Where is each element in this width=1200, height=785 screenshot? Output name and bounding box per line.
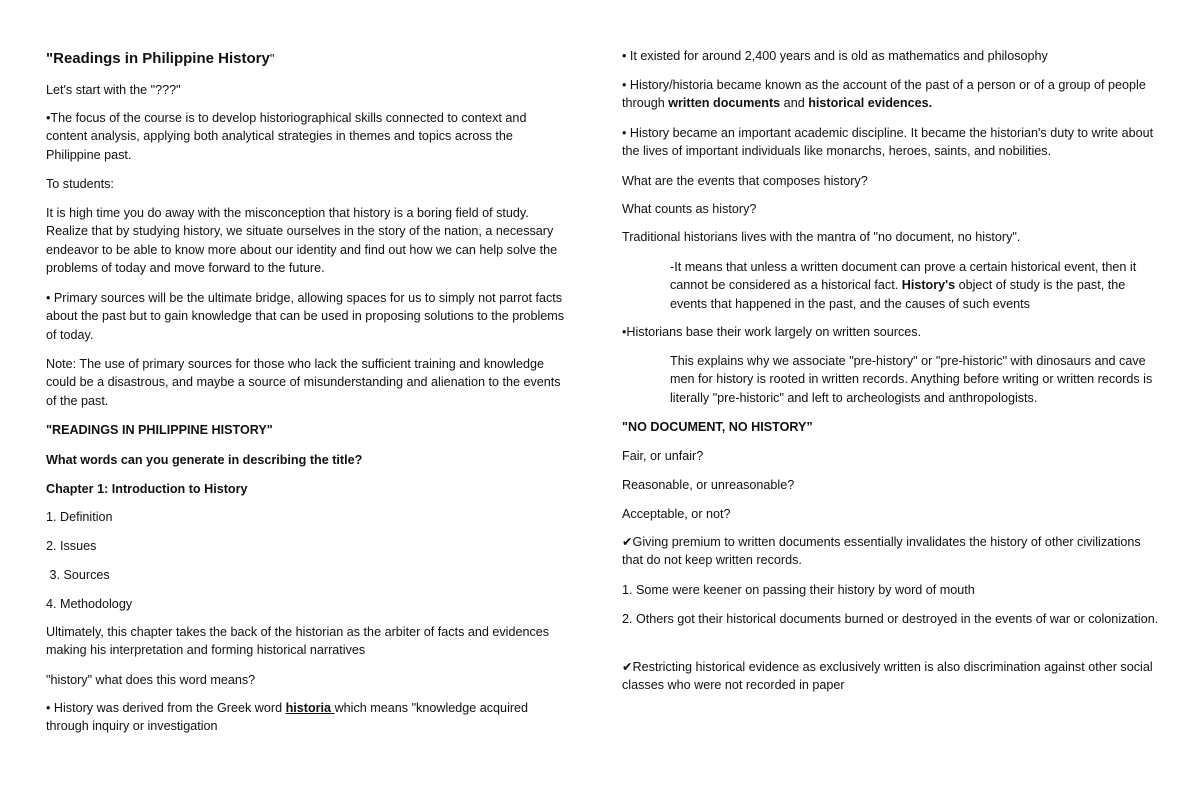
historys-term: History's — [901, 278, 956, 293]
intro-line: Let's start with the "???" — [46, 83, 181, 97]
discrimination-paragraph: ✔Restricting historical evidence as exclusively written is also discrimination against other social classes who were not recorded in paper — [622, 660, 1153, 693]
chapter-summary-paragraph: Ultimately, this chapter takes the back of the historian as the arbiter of facts and evidences making his interpretation and forming historical narratives — [46, 625, 550, 658]
fair-question: Fair, or unfair? — [622, 449, 704, 463]
history-word-question: "history" what does this word means? — [46, 673, 256, 687]
premium-documents-paragraph: ✔Giving premium to written documents essentially invalidates the history of other civilizations that do not keep written records. — [622, 535, 1141, 568]
course-focus-paragraph: •The focus of the course is to develop historiographical skills connected to context and content analysis, applying both analytical strategies in themes and topics across the Philippine past. — [46, 111, 527, 162]
historia-term: historia — [285, 701, 335, 715]
historia-account-text: • History/historia became known as the account of the past of a person or of a group of people through — [622, 78, 1146, 111]
chapter-heading: Chapter 1: Introduction to History — [46, 482, 248, 496]
readings-heading: "READINGS IN PHILIPPINE HISTORY" — [46, 423, 273, 437]
document-title-text: "Readings in Philippine History — [46, 50, 270, 67]
note-paragraph: Note: The use of primary sources for those who lack the sufficient training and knowledge could be a disastrous, and maybe a source of misunderstanding and alienation to the events of the past. — [46, 357, 561, 408]
burned-documents-item: 2. Others got their historical documents burned or destroyed in the events of war or colonization. — [622, 612, 1159, 626]
written-sources-paragraph: •Historians base their work largely on written sources. — [622, 325, 922, 339]
academic-discipline-paragraph: • History became an important academic discipline. It became the historian's duty to write about the lives of important individuals like monarchs, heroes, saints, and nobilities. — [622, 126, 1154, 159]
list-item-sources: 3. Sources — [46, 568, 110, 582]
document-title — [46, 50, 566, 68]
object-of-study-text: object of study is the past, the events that happened in the past, and the causes of such events — [670, 278, 1126, 311]
document-title-quote: " — [269, 51, 275, 66]
historia-paragraph — [46, 699, 566, 736]
list-item-issues: 2. Issues — [46, 539, 97, 553]
primary-sources-paragraph: • Primary sources will be the ultimate bridge, allowing spaces for us to simply not parrot facts about the past but to gain knowledge that can be used in proposing solutions to the problems of today. — [46, 291, 565, 342]
list-item-methodology: 4. Methodology — [46, 597, 133, 611]
to-students-label: To students: — [46, 177, 114, 191]
counts-question: What counts as history? — [622, 202, 757, 216]
reasonable-question: Reasonable, or unreasonable? — [622, 478, 795, 492]
historical-evidences-term: historical evidences. — [808, 96, 933, 111]
no-document-heading: "NO DOCUMENT, NO HISTORY” — [622, 420, 813, 434]
written-document-text: -It means that unless a written document can prove a certain historical event, then it cannot be considered as a historical fact. — [670, 260, 1137, 293]
written-document-explanation — [670, 258, 1162, 313]
historia-text-start: • History was derived from the Greek word — [46, 701, 286, 715]
acceptable-question: Acceptable, or not? — [622, 507, 731, 521]
events-question: What are the events that composes history? — [622, 174, 868, 188]
list-item-definition: 1. Definition — [46, 510, 113, 524]
historia-account-paragraph — [622, 76, 1162, 113]
written-documents-term: written documents — [668, 96, 781, 111]
misconception-paragraph: It is high time you do away with the misconception that history is a boring field of study. Realize that by studying history, we situate ourselves in the story of the nation, a necessary endeavor to be able to know more about our identity and find out how we can help solve the problems of today and move forward to the future. — [46, 206, 558, 276]
describe-title-question: What words can you generate in describing the title? — [46, 453, 363, 467]
historia-text-end: which means "knowledge acquired through inquiry or investigation — [46, 701, 529, 734]
traditional-historians-paragraph: Traditional historians lives with the mantra of "no document, no history". — [622, 230, 1021, 244]
historia-account-and: and — [780, 96, 809, 111]
pre-history-paragraph: This explains why we associate "pre-history" or "pre-historic" with dinosaurs and cave men for history is rooted in written records. Anything before writing or written records is literally "pre-historic" and left to archeologists and anthropologists. — [670, 354, 1153, 405]
age-of-history-paragraph: • It existed for around 2,400 years and is old as mathematics and philosophy — [622, 49, 1048, 63]
word-of-mouth-item: 1. Some were keener on passing their history by word of mouth — [622, 583, 975, 597]
